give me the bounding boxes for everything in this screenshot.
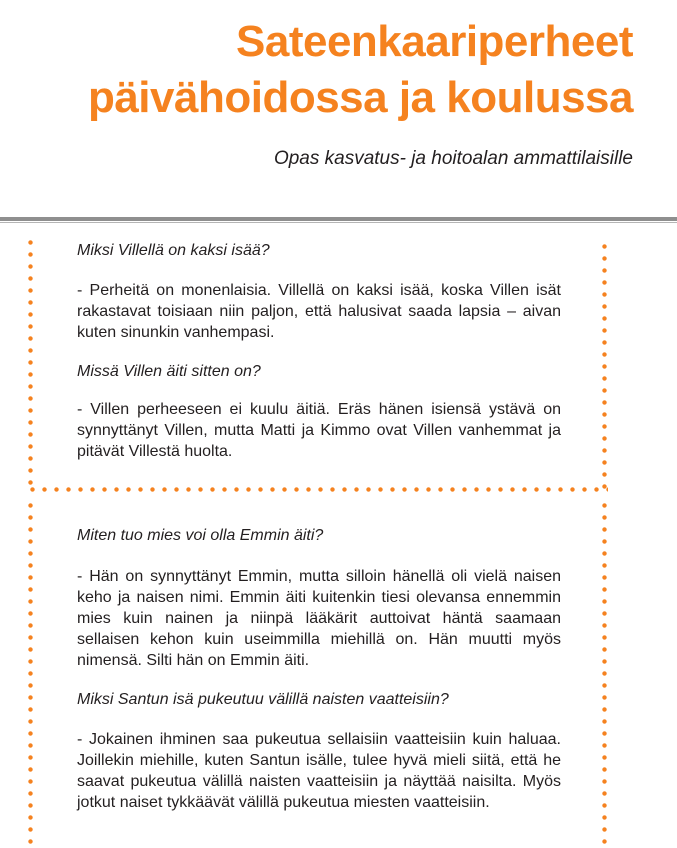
header-divider [0,217,677,221]
header-divider-thin [0,222,677,223]
box-separator-dotted-line [30,487,608,492]
qa-box-1 [77,241,561,462]
title-line-1: Sateenkaariperheet [236,17,633,66]
title-line-2: päivähoidossa ja koulussa [87,73,633,122]
box1-right-dotted-border [602,244,607,490]
box2-right-dotted-border [602,503,607,848]
question-3: Miten tuo mies voi olla Emmin äiti? [77,527,324,544]
answer-3: - Hän on synnyttänyt Emmin, mutta silloin hänellä oli vielä naisen keho ja naisen nimi. Emmin äiti kuitenkin tiesi olevansa ennemmin mies kuin nainen ja niinpä lääkärit auttoivat häntä saamaan sellaisen kehon kuin useimmilla miehillä on. Hän muutti myös nimensä. Silti hän on Emmin äiti. [77,568,561,669]
document-subtitle: Opas kasvatus- ja hoitoalan ammattilaisille [273,148,633,169]
question-1: Miksi Villellä on kaksi isää? [77,242,270,259]
answer-4: - Jokainen ihminen saa pukeutua sellaisiin vaatteisiin kuin haluaa. Joillekin miehille, kuten Santun isälle, tulee hyvä mieli siitä, että he saavat pukeutua välillä naisten vaatteisiin ja näyttää naisilta. Myös jotkut naiset tykkäävät välillä pukeutua miesten vaatteisiin. [77,731,561,811]
question-2: Missä Villen äiti sitten on? [77,363,261,380]
document-title [88,14,633,126]
answer-2: - Villen perheeseen ei kuulu äitiä. Eräs hänen isiensä ystävä on synnyttänyt Villen, mutta Matti ja Kimmo ovat Villen vanhemmat ja pitävät Villestä huolta. [77,401,561,460]
qa-box-2 [77,526,561,813]
box1-left-dotted-border [28,240,33,490]
answer-1: - Perheitä on monenlaisia. Villellä on kaksi isää, koska Villen isät rakastavat toisiaan niin paljon, että halusivat saada lapsia – aivan kuten sinunkin vanhempasi. [77,282,561,341]
question-4: Miksi Santun isä pukeutuu välillä naisten vaatteisiin? [77,691,449,708]
box2-left-dotted-border [28,503,33,848]
